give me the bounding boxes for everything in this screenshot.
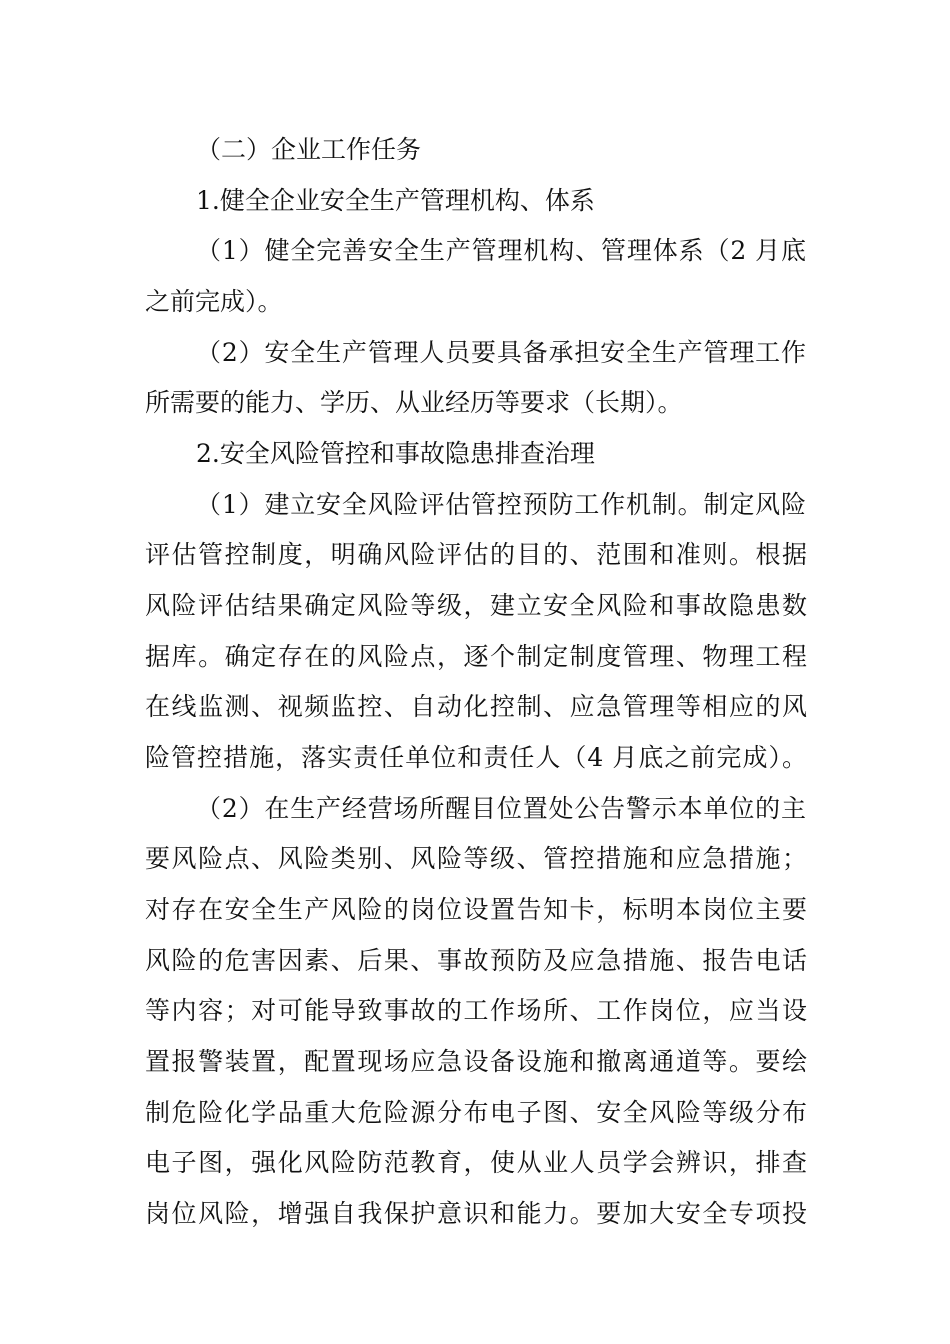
paragraph-line: 所需要的能力、学历、从业经历等要求（长期）。 [145, 388, 683, 417]
paragraph-line: 评估管控制度，明确风险评估的目的、范围和准则。根据 [145, 540, 807, 569]
paragraph-line: （2）在生产经营场所醒目位置处公告警示本单位的主 [196, 794, 806, 823]
paragraph-line: 岗位风险，增强自我保护意识和能力。要加大安全专项投 [145, 1199, 807, 1228]
paragraph-line: 险管控措施，落实责任单位和责任人（4 月底之前完成）。 [145, 743, 807, 772]
subsection-heading-1: 1.健全企业安全生产管理机构、体系 [196, 186, 595, 215]
section-heading: （二）企业工作任务 [196, 135, 422, 164]
paragraph-line: 风险的危害因素、后果、事故预防及应急措施、报告电话 [145, 946, 807, 975]
paragraph-line: （1）健全完善安全生产管理机构、管理体系（2 月底 [196, 236, 806, 265]
paragraph-line: 制危险化学品重大危险源分布电子图、安全风险等级分布 [145, 1098, 807, 1127]
paragraph-line: 风险评估结果确定风险等级，建立安全风险和事故隐患数 [145, 591, 807, 620]
subsection-heading-2: 2.安全风险管控和事故隐患排查治理 [196, 439, 595, 468]
paragraph-line: 要风险点、风险类别、风险等级、管控措施和应急措施； [145, 844, 807, 873]
paragraph-line: 在线监测、视频监控、自动化控制、应急管理等相应的风 [145, 692, 807, 721]
paragraph-line: 电子图，强化风险防范教育，使从业人员学会辨识，排查 [145, 1148, 807, 1177]
paragraph-line: 置报警装置，配置现场应急设备设施和撤离通道等。要绘 [145, 1047, 807, 1076]
paragraph-line: 对存在安全生产风险的岗位设置告知卡，标明本岗位主要 [145, 895, 807, 924]
paragraph-line: 之前完成）。 [145, 287, 283, 316]
paragraph-line: （1）建立安全风险评估管控预防工作机制。制定风险 [196, 490, 806, 519]
paragraph-line: 等内容；对可能导致事故的工作场所、工作岗位，应当设 [145, 996, 807, 1025]
paragraph-line: （2）安全生产管理人员要具备承担安全生产管理工作 [196, 338, 806, 367]
paragraph-line: 据库。确定存在的风险点，逐个制定制度管理、物理工程 [145, 642, 807, 671]
